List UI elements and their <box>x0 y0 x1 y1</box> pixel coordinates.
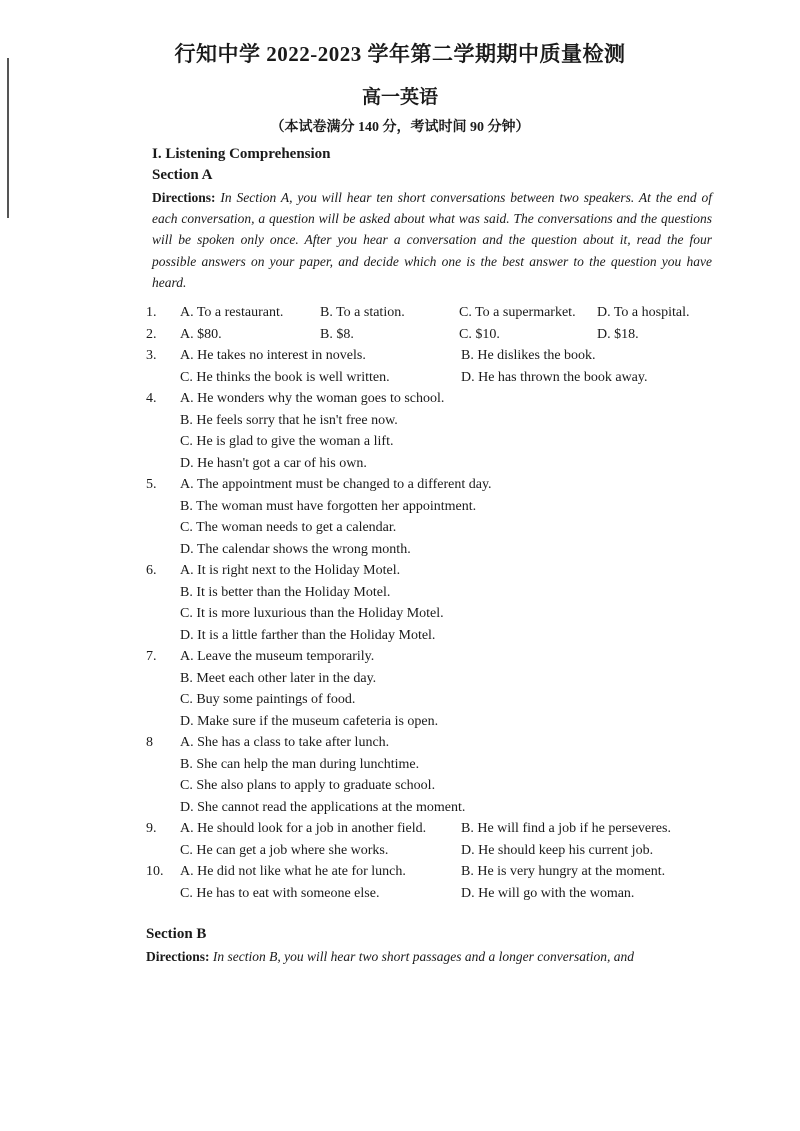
question-number: 10. <box>146 864 164 880</box>
option-c: C. Buy some paintings of food. <box>180 692 356 708</box>
exam-title: 行知中学 2022-2023 学年第二学期期中质量检测 <box>174 42 626 66</box>
option-row <box>152 496 712 518</box>
option-d: D. He hasn't got a car of his own. <box>180 455 367 471</box>
option-a: A. The appointment must be changed to a different day. <box>180 477 492 493</box>
option-row <box>152 711 712 733</box>
section-a-directions <box>152 187 712 293</box>
option-row <box>152 775 712 797</box>
option-c: C. He has to eat with someone else. <box>180 885 380 901</box>
option-row <box>152 689 712 711</box>
question-9-row-2 <box>152 840 712 862</box>
option-b: B. $8. <box>320 326 354 342</box>
option-b: B. Meet each other later in the day. <box>180 670 377 686</box>
option-d: D. $18. <box>597 326 639 342</box>
option-row <box>152 754 712 776</box>
section-b-title: Section B <box>146 926 207 942</box>
directions-label: Directions: <box>146 949 210 964</box>
question-number: 3. <box>146 348 157 364</box>
section-a-title: Section A <box>152 167 213 183</box>
exam-note: （本试卷满分 140 分，考试时间 90 分钟） <box>270 120 530 135</box>
option-a: A. It is right next to the Holiday Motel. <box>180 563 401 579</box>
directions-text: In section B, you will hear two short passages and a longer conversation, and <box>212 949 634 964</box>
option-d: D. To a hospital. <box>597 305 690 321</box>
part-title: I. Listening Comprehension <box>152 146 331 162</box>
option-d: D. He has thrown the book away. <box>461 369 648 385</box>
option-c: C. She also plans to apply to graduate school. <box>180 778 436 794</box>
option-c: C. He can get a job where she works. <box>180 842 389 858</box>
option-row <box>152 625 712 647</box>
question-number: 1. <box>146 305 157 321</box>
question-3-row-2 <box>152 367 712 389</box>
question-list <box>146 302 712 904</box>
option-d: D. It is a little farther than the Holiday Motel. <box>180 627 436 643</box>
option-row <box>152 582 712 604</box>
option-b: B. He will find a job if he perseveres. <box>461 821 671 837</box>
question-number: 5. <box>146 477 157 493</box>
question-9 <box>146 818 712 840</box>
option-a: A. He should look for a job in another field. <box>180 821 427 837</box>
option-a: A. She has a class to take after lunch. <box>180 735 390 751</box>
option-c: C. He thinks the book is well written. <box>180 369 390 385</box>
question-10 <box>146 861 712 883</box>
option-d: D. The calendar shows the wrong month. <box>180 541 411 557</box>
question-4 <box>146 388 712 410</box>
option-d: D. Make sure if the museum cafeteria is open. <box>180 713 439 729</box>
question-number: 6. <box>146 563 157 579</box>
question-1 <box>146 302 712 324</box>
option-b: B. To a station. <box>320 305 405 321</box>
option-d: D. He will go with the woman. <box>461 885 635 901</box>
option-c: C. It is more luxurious than the Holiday Motel. <box>180 606 444 622</box>
option-row <box>152 453 712 475</box>
option-a: A. Leave the museum temporarily. <box>180 649 375 665</box>
option-a: A. To a restaurant. <box>180 305 284 321</box>
option-b: B. He is very hungry at the moment. <box>461 864 666 880</box>
question-number: 2. <box>146 326 157 342</box>
option-a: A. He takes no interest in novels. <box>180 348 366 364</box>
option-c: C. To a supermarket. <box>459 305 576 321</box>
option-b: B. It is better than the Holiday Motel. <box>180 584 391 600</box>
question-8 <box>146 732 712 754</box>
option-a: A. $80. <box>180 326 222 342</box>
option-row <box>152 603 712 625</box>
section-b-directions <box>146 946 716 967</box>
directions-text: In Section A, you will hear ten short conversations between two speakers. At the end of each conversation, a question will be asked about what was said. The conversations and the questions will be spoken only once. After you hear a conversation and the question about it, read the four possible answers on your paper, and decide which one is the best answer to the question you have heard. <box>152 190 713 290</box>
option-c: C. $10. <box>459 326 500 342</box>
option-row <box>152 517 712 539</box>
question-number: 9. <box>146 821 157 837</box>
option-b: B. The woman must have forgotten her appointment. <box>180 498 477 514</box>
question-number: 4. <box>146 391 157 407</box>
option-a: A. He did not like what he ate for lunch. <box>180 864 406 880</box>
question-number: 8 <box>146 735 153 751</box>
option-row <box>152 797 712 819</box>
exam-subject: 高一英语 <box>361 87 438 108</box>
option-row <box>152 539 712 561</box>
directions-label: Directions: <box>152 190 216 205</box>
option-row <box>152 668 712 690</box>
question-number: 7. <box>146 649 157 665</box>
option-d: D. He should keep his current job. <box>461 842 654 858</box>
option-b: B. He dislikes the book. <box>461 348 596 364</box>
option-row <box>152 410 712 432</box>
question-5 <box>146 474 712 496</box>
question-10-row-2 <box>152 883 712 905</box>
option-row <box>152 431 712 453</box>
option-c: C. He is glad to give the woman a lift. <box>180 434 394 450</box>
option-b: B. He feels sorry that he isn't free now. <box>180 412 398 428</box>
question-6 <box>146 560 712 582</box>
question-2 <box>146 324 712 346</box>
question-3 <box>146 345 712 367</box>
listening-part <box>146 143 713 904</box>
option-b: B. She can help the man during lunchtime. <box>180 756 420 772</box>
question-7 <box>146 646 712 668</box>
option-a: A. He wonders why the woman goes to school. <box>180 391 445 407</box>
option-d: D. She cannot read the applications at the moment. <box>180 799 466 815</box>
option-c: C. The woman needs to get a calendar. <box>180 520 397 536</box>
section-b <box>146 924 716 967</box>
